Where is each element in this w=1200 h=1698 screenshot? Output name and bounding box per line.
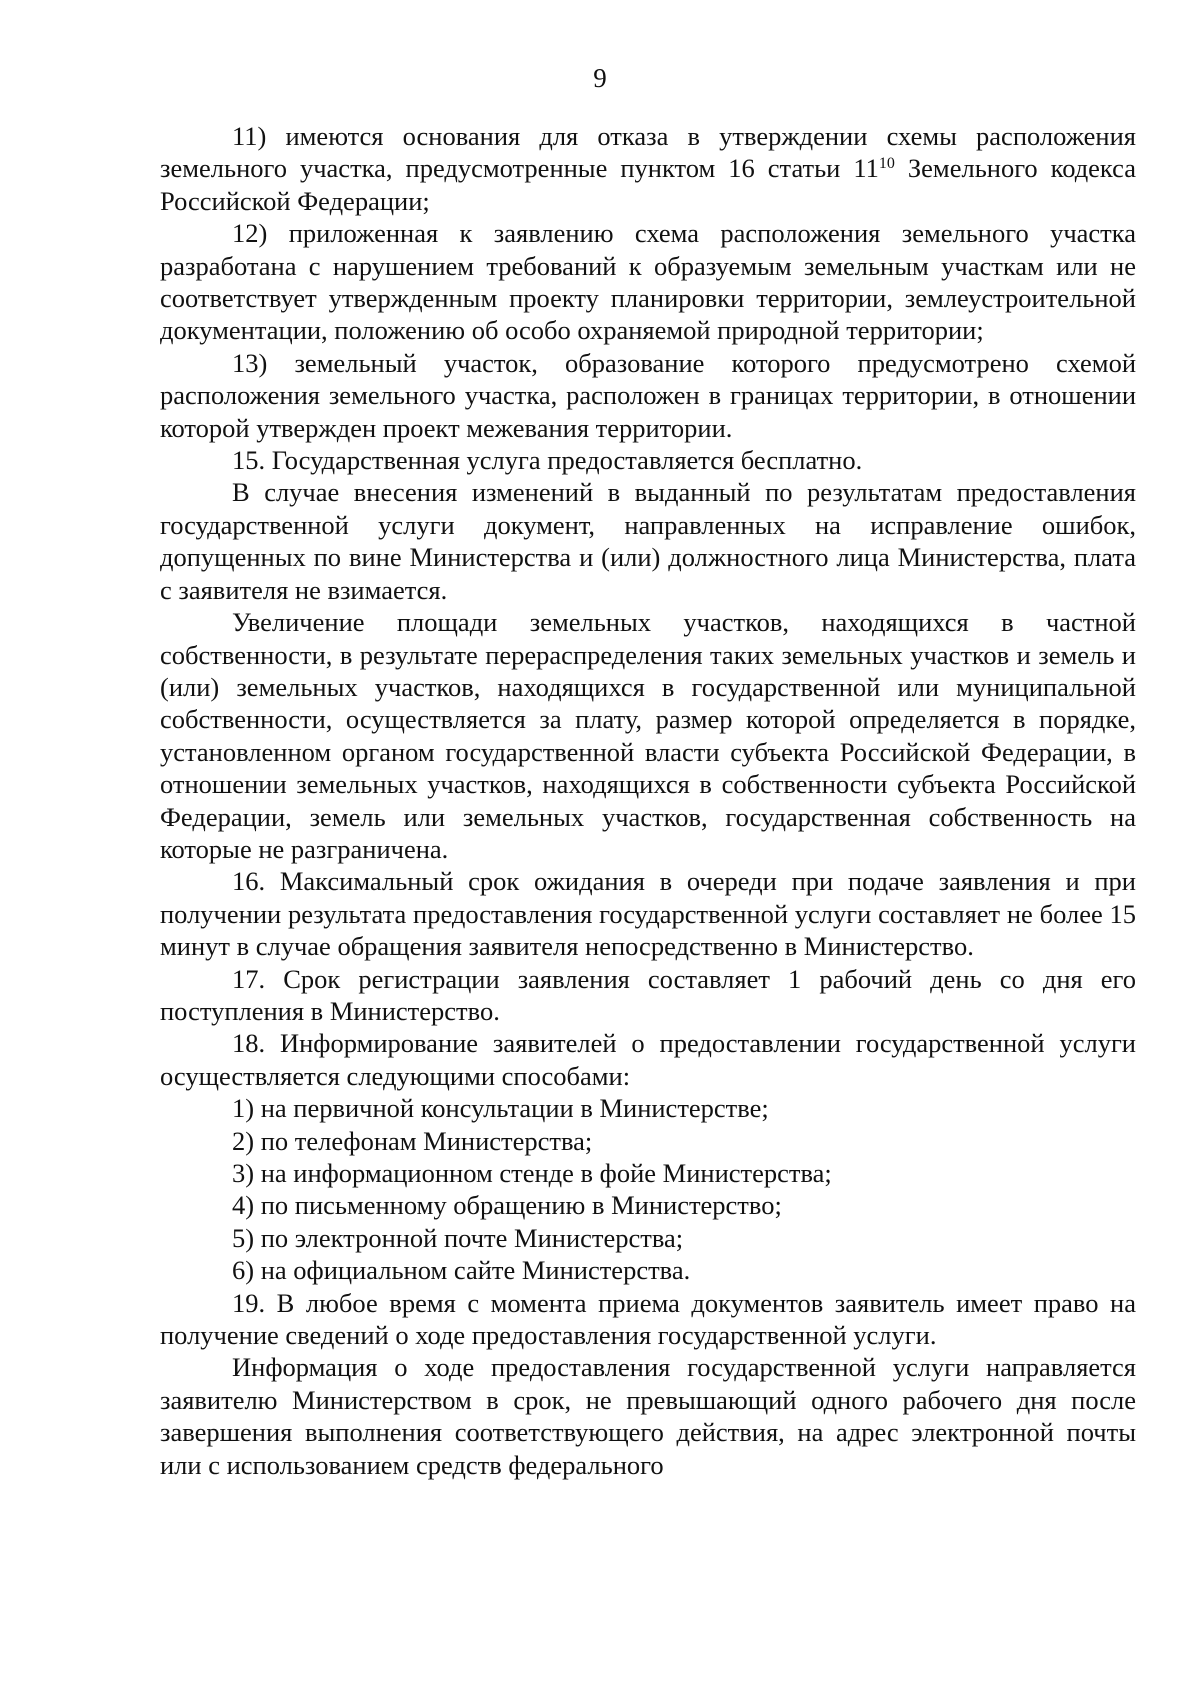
list-item: 3) на информационном стенде в фойе Министерства;	[232, 1158, 832, 1188]
list-item: 1) на первичной консультации в Министерстве;	[232, 1093, 769, 1124]
paragraph-tail: Земельного кодекса Российской Федерации;	[160, 153, 1136, 216]
article-superscript: 10	[878, 155, 895, 173]
list-item: 2) по телефонам Министерства;	[232, 1125, 593, 1156]
paragraph-section-16: 16. Максимальный срок ожидания в очереди при подаче заявления и при получении результата предоставления государственной услуги составляет не более 15 минут в случае обращения заявителя непосредственно в Министерство.	[160, 866, 1136, 962]
paragraph-item-12: 12) приложенная к заявлению схема расположения земельного участка разработана с нарушением требований к образуемым земельным участкам или не соответствует утвержденным проекту планировки территории, землеустроительной документации, положению об особо охраняемой природной территории;	[160, 218, 1136, 346]
paragraph-item-13: 13) земельный участок, образование которого предусмотрено схемой расположения земельного участка, расположен в границах территории, в отношении которой утвержден проект межевания территории.	[160, 347, 1136, 443]
paragraph-section-17: 17. Срок регистрации заявления составляет 1 рабочий день со дня его поступления в Министерство.	[160, 963, 1136, 1026]
page-number: 9	[593, 63, 607, 93]
list-item: 5) по электронной почте Министерства;	[232, 1222, 684, 1253]
paragraph-information: Информация о ходе предоставления государственной услуги направляется заявителю Министерством в срок, не превышающий одного рабочего дня после завершения выполнения соответствующего действия, на адрес электронной почты или с использованием средств федерального	[160, 1352, 1136, 1480]
paragraph-section-19: 19. В любое время с момента приема документов заявитель имеет право на получение сведений о ходе предоставления государственной услуги.	[160, 1287, 1136, 1351]
list-item: 4) по письменному обращению в Министерство;	[232, 1190, 782, 1221]
document-body	[160, 120, 1136, 1481]
paragraph-text: 11) имеются основания для отказа в утверждении схемы расположения земельного участка, предусмотренные пунктом 16 статьи 11	[160, 121, 1136, 184]
list-item: 6) на официальном сайте Министерства.	[232, 1255, 691, 1286]
paragraph-section-15: 15. Государственная услуга предоставляется бесплатно.	[232, 445, 863, 476]
paragraph-item-11	[160, 120, 1136, 217]
paragraph-fee-corrections: В случае внесения изменений в выданный по результатам предоставления государственной услуги документ, направленных на исправление ошибок, допущенных по вине Министерства и (или) должностного лица Министерства, плата с заявителя не взимается.	[160, 477, 1136, 605]
paragraph-area-increase: Увеличение площади земельных участков, находящихся в частной собственности, в результате перераспределения таких земельных участков и земель и (или) земельных участков, находящихся в государственной или муниципальной собственности, осуществляется за плату, размер которой определяется в порядке, установленном органом государственной власти субъекта Российской Федерации, в отношении земельных участков, находящихся в собственности субъекта Российской Федерации, земель или земельных участков, государственная собственность на которые не разграничена.	[160, 607, 1136, 864]
paragraph-section-18: 18. Информирование заявителей о предоставлении государственной услуги осуществляется следующими способами:	[160, 1028, 1136, 1091]
